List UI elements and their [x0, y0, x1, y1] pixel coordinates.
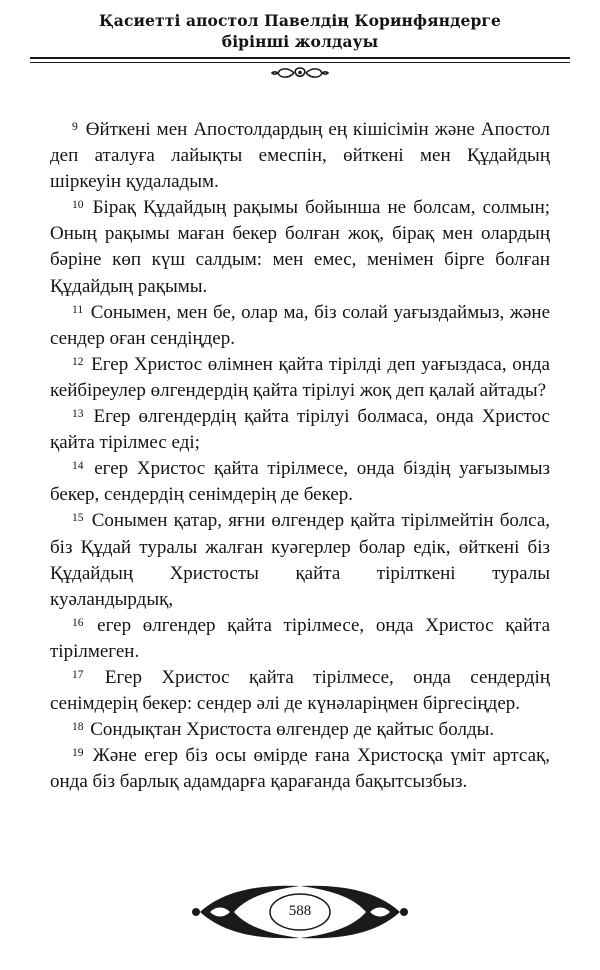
- page-header: [40, 10, 560, 52]
- verse-19: [50, 743, 550, 795]
- page-number: 588: [288, 903, 312, 919]
- verse-number: 17: [72, 668, 84, 681]
- verse-text: Егер Христос қайта тірілмесе, онда сендердің сенімдерің бекер: сендер әлі де күнәларіңмен біргесіңдер.: [50, 666, 551, 715]
- header-ornament-icon: [270, 64, 330, 82]
- verse-number: 13: [72, 408, 84, 421]
- verse-number: 16: [72, 616, 84, 629]
- header-rule-thin: [30, 62, 570, 63]
- verse-14: [50, 456, 550, 508]
- verse-text: Сонымен қатар, яғни өлгендер қайта тірілмейтін болса, біз Құдай туралы жалған куәгерлер болар едік, өйткені біз Құдайдың Христосты қайта тірілткені туралы куәландырдық,: [50, 510, 550, 610]
- chapter-text: [50, 117, 550, 795]
- verse-16: [50, 613, 550, 665]
- verse-text: Бірақ Құдайдың рақымы бойынша не болсам, солмын; Оның рақымы маған бекер болған жоқ, бірақ мен олардың бәріне көп күш салдым: мен емес, менімен бірге болған Құдайдың рақымы.: [50, 197, 551, 297]
- verse-text: Сонымен, мен бе, олар ма, біз солай уағыздаймыз, және сендер оған сендіңдер.: [50, 301, 551, 349]
- verse-number: 14: [72, 460, 84, 473]
- verse-text: Өйткені мен Апостолдардың ең кішісімін және Апостол деп аталуға лайықты емеспін, өйткені мен Құдайдың шіркеуін қудаладым.: [50, 119, 550, 193]
- verse-15: [50, 508, 550, 612]
- header-rule: [30, 57, 570, 59]
- header-title-line-1: Қасиетті апостол Павелдің Коринфяндерге: [99, 11, 501, 30]
- verse-13: [50, 404, 550, 456]
- verse-text: Сондықтан Христоста өлгендер де қайтыс болды.: [90, 719, 495, 741]
- header-title-line-2: бірінші жолдауы: [221, 32, 379, 51]
- verse-text: егер Христос қайта тірілмесе, онда біздің уағызымыз бекер, сендердің сенімдерің де бекер.: [50, 458, 550, 506]
- verse-number: 15: [72, 512, 84, 525]
- verse-number: 10: [72, 199, 84, 212]
- verse-10: [50, 195, 550, 299]
- verse-text: Және егер біз осы өмірде ғана Христосқа үміт артсақ, онда біз барлық адамдарға қарағанда бақытсызбыз.: [50, 745, 551, 793]
- verse-11: [50, 300, 550, 352]
- verse-17: [50, 665, 550, 717]
- verse-9: [50, 117, 550, 195]
- verse-number: 9: [72, 121, 78, 133]
- verse-text: Егер өлгендердің қайта тірілуі болмаса, онда Христос қайта тірілмес еді;: [50, 406, 550, 454]
- verse-number: 11: [72, 303, 84, 316]
- verse-number: 18: [72, 721, 84, 734]
- verse-text: егер өлгендер қайта тірілмесе, онда Христос қайта тірілмеген.: [50, 614, 550, 662]
- verse-text: Егер Христос өлімнен қайта тірілді деп уағыздаса, онда кейбіреулер өлгендердің қайта тірілуі жоқ деп қалай айтады?: [50, 353, 550, 401]
- verse-12: [50, 352, 550, 404]
- verse-18: [50, 717, 550, 743]
- verse-number: 12: [72, 355, 84, 368]
- verse-number: 19: [72, 747, 84, 760]
